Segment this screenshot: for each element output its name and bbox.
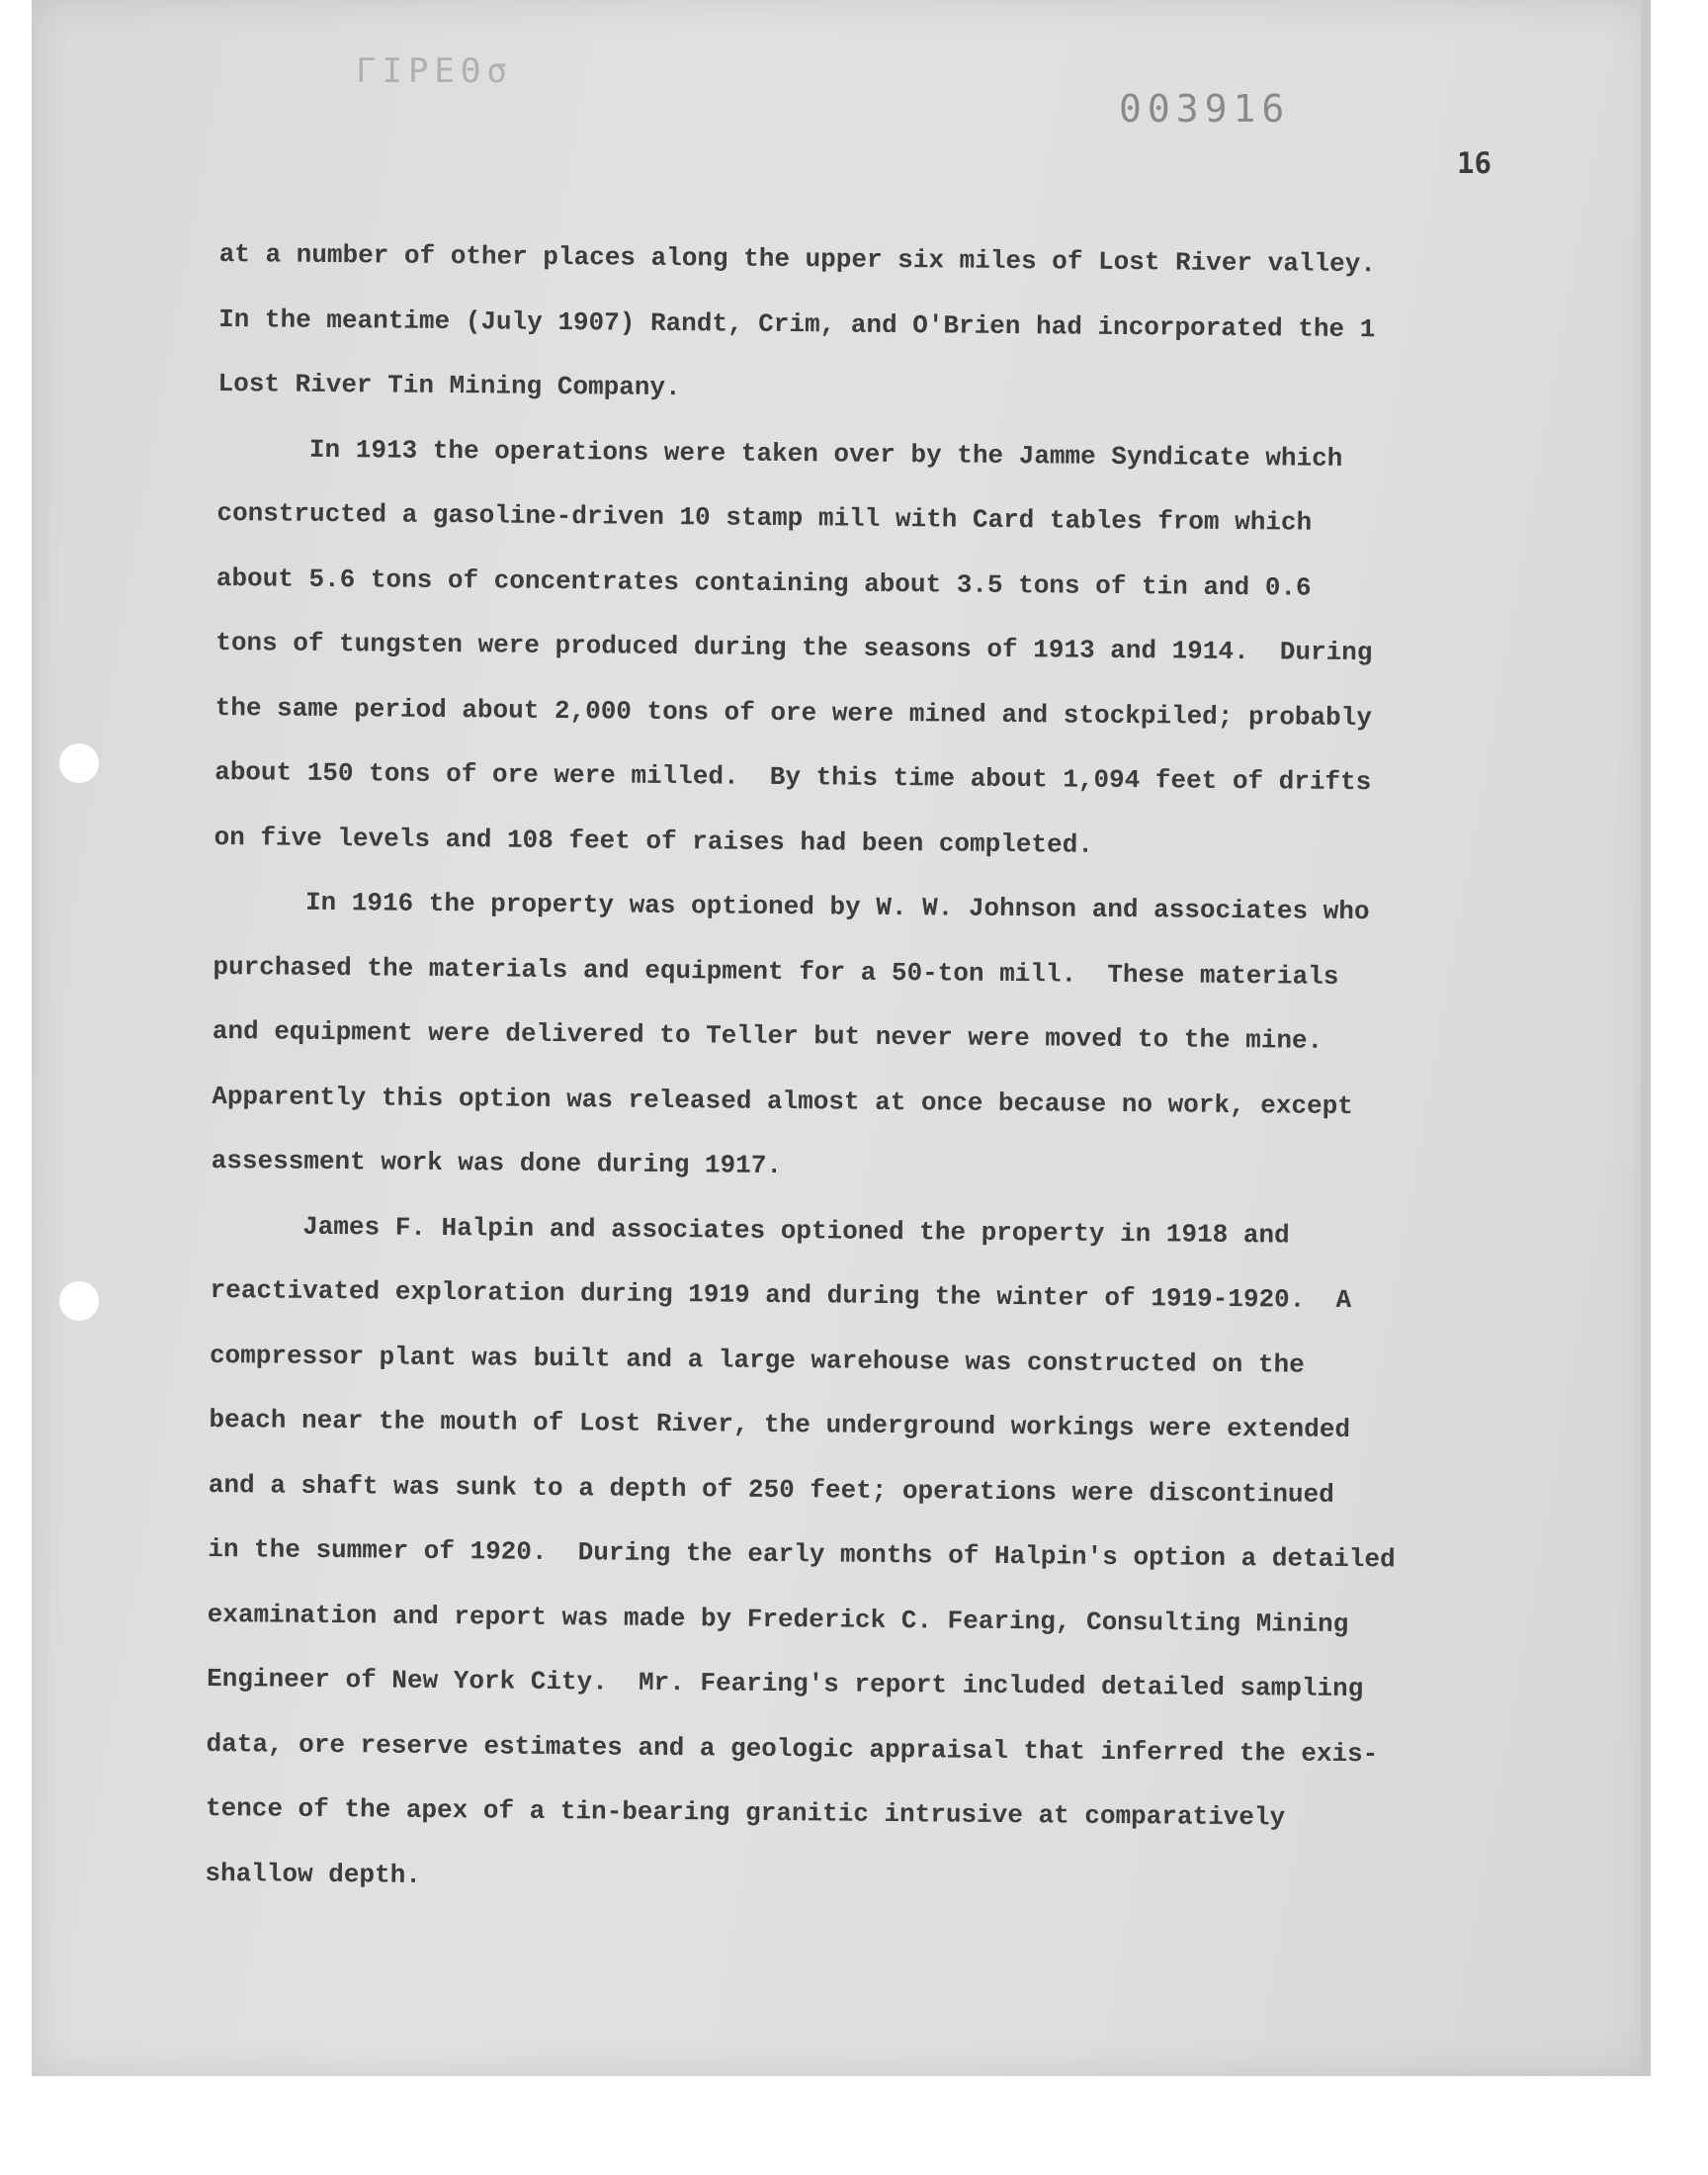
text-line: tence of the apex of a tin-bearing granitic intrusive at comparatively (205, 1792, 1286, 1833)
text-line: In 1916 the property was optioned by W. W. Johnson and associates who (304, 887, 1370, 927)
document-body (205, 222, 1544, 1918)
text-line: examination and report was made by Frederick C. Fearing, Consulting Mining (207, 1599, 1349, 1639)
page-edge-shadow (1641, 0, 1651, 2076)
text-line: purchased the materials and equipment for a 50-ton mill. These materials (213, 951, 1339, 992)
text-line: constructed a gasoline-driven 10 stamp mill with Card tables from which (216, 497, 1313, 538)
text-line: data, ore reserve estimates and a geologic appraisal that inferred the exis- (206, 1728, 1379, 1769)
text-line: on five levels and 108 feet of raises had been completed. (214, 822, 1094, 860)
text-line: In the meantime (July 1907) Randt, Crim, and O'Brien had incorporated the 1 (218, 304, 1376, 344)
text-line: assessment work was done during 1917. (211, 1145, 783, 1181)
text-line: the same period about 2,000 tons of ore were mined and stockpiled; probably (214, 692, 1373, 733)
text-line: Engineer of New York City. Mr. Fearing's report included detailed sampling (207, 1663, 1364, 1704)
text-line: about 150 tons of ore were milled. By this time about 1,094 feet of drifts (214, 756, 1372, 798)
text-line: shallow depth. (205, 1858, 421, 1890)
text-line: reactivated exploration during 1919 and during the winter of 1919-1920. A (210, 1274, 1352, 1316)
text-line: beach near the mouth of Lost River, the underground workings were extended (209, 1404, 1351, 1445)
scanned-page (32, 0, 1651, 2076)
document-number-stamp: 003916 (1119, 87, 1291, 130)
text-line: and equipment were delivered to Teller but never were moved to the mine. (212, 1015, 1324, 1056)
page-number: 16 (1457, 146, 1492, 180)
text-line: at a number of other places along the upper six miles of Lost River valley. (218, 238, 1377, 280)
punch-hole-upper (59, 743, 99, 783)
text-line: compressor plant was built and a large warehouse was constructed on the (209, 1340, 1305, 1380)
stamp-top-left: ΓΙΡΕΘσ (356, 51, 513, 91)
text-line: about 5.6 tons of concentrates containing about 3.5 tons of tin and 0.6 (215, 563, 1312, 603)
text-line: James F. Halpin and associates optioned the property in 1918 and (302, 1211, 1290, 1250)
text-line: in the summer of 1920. During the early months of Halpin's option a detailed (208, 1533, 1396, 1575)
punch-hole-lower (59, 1281, 99, 1321)
text-line: Apparently this option was released almost at once because no work, except (212, 1081, 1353, 1121)
text-line: tons of tungsten were produced during the seasons of 1913 and 1914. During (215, 627, 1373, 668)
text-line: and a shaft was sunk to a depth of 250 feet; operations were discontinued (208, 1469, 1334, 1510)
text-line: In 1913 the operations were taken over by the Jamme Syndicate which (308, 434, 1343, 474)
text-line: Lost River Tin Mining Company. (217, 368, 681, 403)
